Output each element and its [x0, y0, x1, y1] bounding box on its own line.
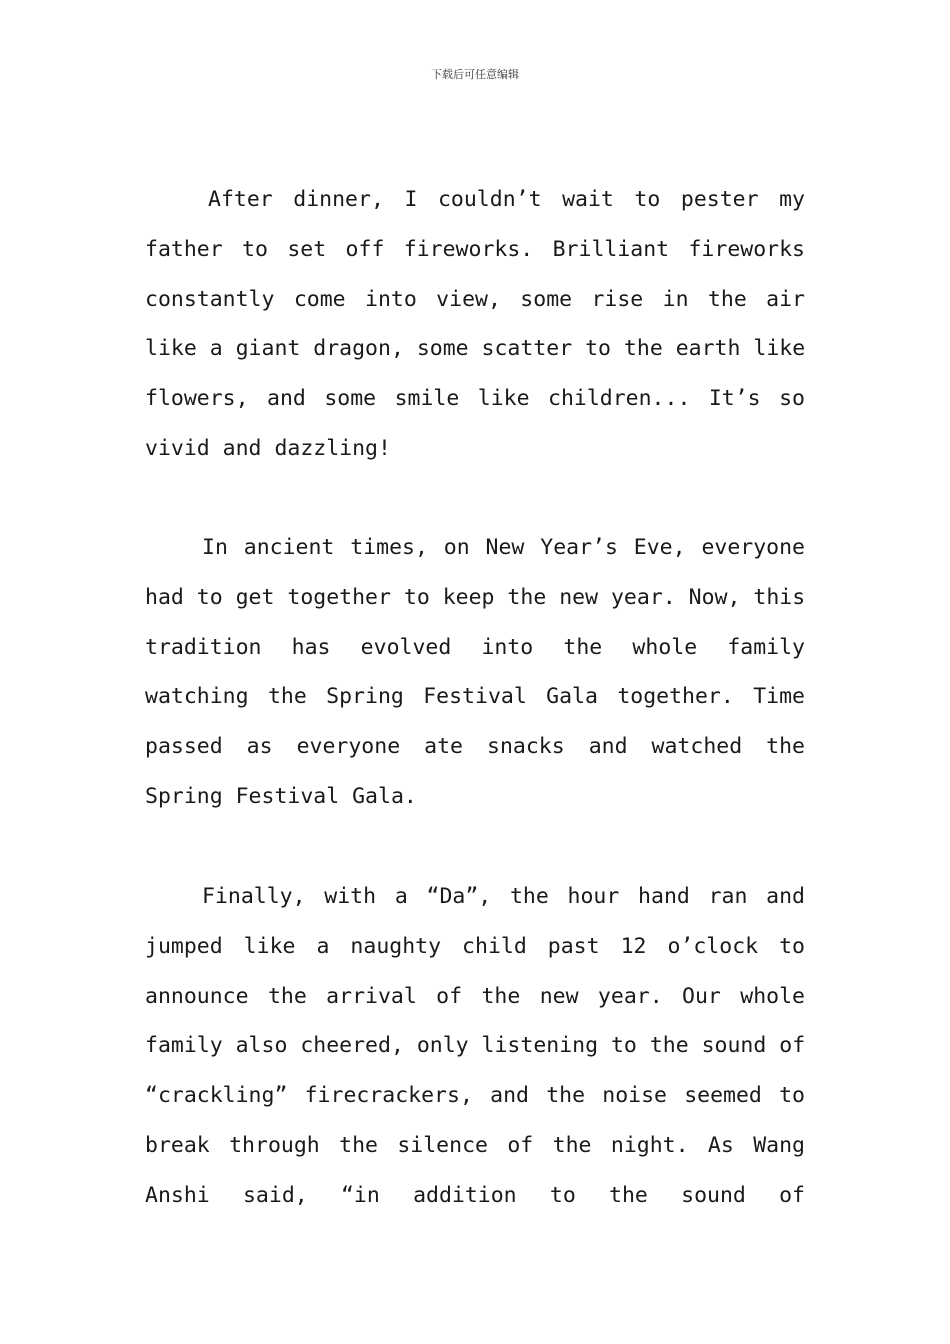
text-line: father to set off fireworks. Brilliant fireworks — [145, 236, 805, 262]
text-line: watching the Spring Festival Gala together. Time — [145, 684, 805, 710]
text-line: In ancient times, on New Year’s Eve, everyone — [202, 535, 805, 560]
text-line: jumped like a naughty child past 12 o’clock to — [145, 933, 805, 959]
text-line: vivid and dazzling! — [145, 435, 391, 461]
text-line: flowers, and some smile like children... It’s so — [145, 386, 805, 412]
page-header-note: 下载后可任意编辑 — [431, 68, 519, 81]
text-line: like a giant dragon, some scatter to the earth like — [145, 336, 805, 362]
text-line: “crackling” firecrackers, and the noise seemed to — [145, 1083, 805, 1109]
paragraph-new-years-eve — [145, 523, 805, 822]
paragraph-fireworks — [145, 175, 805, 474]
text-line: After dinner, I couldn’t wait to pester my — [208, 187, 805, 212]
text-line: passed as everyone ate snacks and watched the — [145, 734, 805, 760]
text-line: family also cheered, only listening to the sound of — [145, 1033, 805, 1059]
text-line: tradition has evolved into the whole family — [145, 634, 805, 660]
text-line: Spring Festival Gala. — [145, 783, 417, 809]
text-line: Anshi said, “in addition to the sound of — [145, 1182, 805, 1208]
text-line: had to get together to keep the new year. Now, this — [145, 584, 805, 610]
text-line: Finally, with a “Da”, the hour hand ran and — [202, 884, 805, 909]
paragraph-midnight — [145, 872, 805, 1221]
text-line: announce the arrival of the new year. Our whole — [145, 983, 805, 1009]
text-line: constantly come into view, some rise in the air — [145, 286, 805, 312]
text-line: break through the silence of the night. As Wang — [145, 1132, 805, 1158]
